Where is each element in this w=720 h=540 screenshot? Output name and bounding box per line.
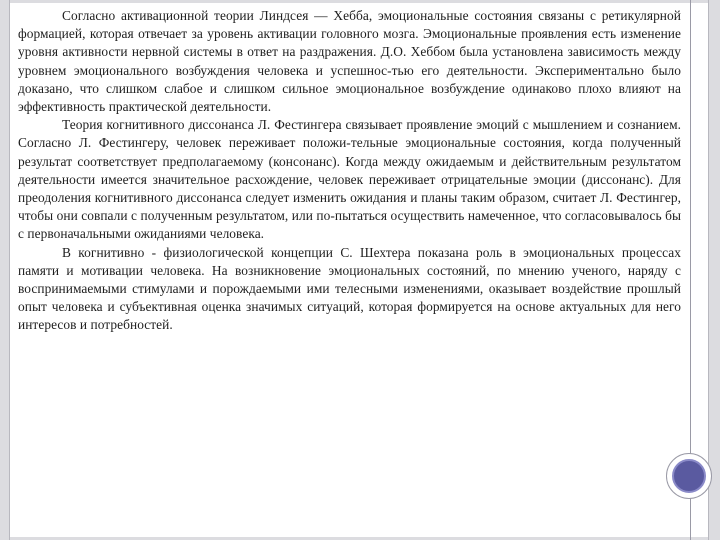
frame-top-border [0, 0, 720, 3]
frame-left-border [0, 0, 9, 540]
frame-right-line [708, 0, 709, 540]
paragraph-festinger: Теория когнитивного диссонанса Л. Фестингера связывает проявление эмоций с мышлением и сознанием. Согласно Л. Фестингеру, человек переживает положи-тельные эмоциональные состояния, когда полученный результат соответствует предполагаемому (консонанс). Когда между ожидаемым и действительным результатом деятельности имеется значительное расхождение, человек переживает отрицательные эмоции (диссонанс). Для преодоления когнитивного диссонанса следует изменить ожидания и планы таким образом, считает Л. Фестингер, чтобы они совпали с полученным результатом, или по-пытаться осуществить намеченное, что согласовывалось бы с первоначальными ожиданиями человека. [18, 117, 681, 242]
paragraph-schachter: В когнитивно - физиологической концепции С. Шехтера показана роль в эмоциональных процессах памяти и мотивации человека. На возникновение эмоциональных состояний, по мнению ученого, наряду с воспринимаемыми стимулами и порождаемыми ими телесными изменениями, оказывает воздействие прошлый опыт человека и субъективная оценка значимых ситуаций, которая формируется на основе актуальных для него интересов и потребностей. [18, 244, 681, 333]
frame-right-border [709, 0, 720, 540]
slide-body-text [18, 7, 681, 335]
decorative-circle-icon [672, 459, 706, 493]
frame-left-line [9, 0, 10, 540]
paragraph-lindsey-hebb: Согласно активационной теории Линдсея — Хебба, эмоциональные состояния связаны с ретикулярной формацией, которая отвечает за уровень активации головного мозга. Эмоциональные проявления есть изменение уровня активности нервной системы в ответ на раздражения. Д.О. Хеббом была установлена зависимость между уровнем эмоционального возбуждения человека и успешнос-тью его деятельности. Экспериментально было доказано, что слишком слабое и слишком сильное эмоциональное возбуждение одинаково плохо влияют на эффективность практической деятельности. [18, 8, 681, 115]
